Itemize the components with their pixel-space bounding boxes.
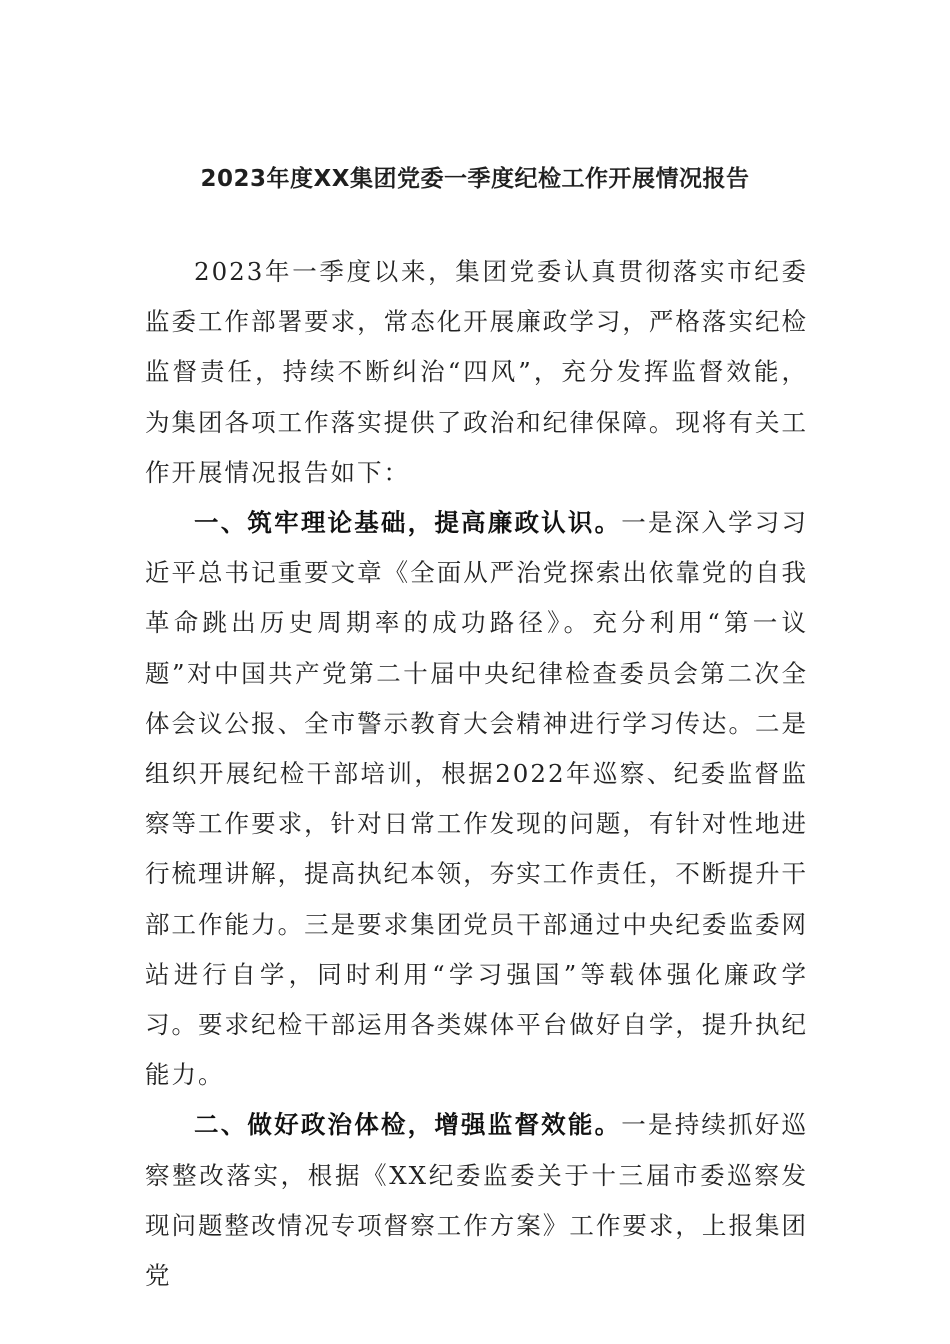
- document-title: 2023年度XX集团党委一季度纪检工作开展情况报告: [200, 166, 750, 192]
- section-2-paragraph: [145, 1100, 808, 1301]
- section-1-paragraph: [145, 498, 808, 1100]
- intro-paragraph-text: 2023年一季度以来，集团党委认真贯彻落实市纪委监委工作部署要求，常态化开展廉政学习，严格落实纪检监督责任，持续不断纠治“四风”，充分发挥监督效能，为集团各项工作落实提供了政治和纪律保障。现将有关工作开展情况报告如下：: [145, 257, 808, 487]
- document-body: [145, 247, 808, 1301]
- intro-paragraph: [145, 247, 808, 498]
- section-1-heading: 一、筑牢理论基础，提高廉政认识。: [194, 508, 622, 538]
- section-1-text: 一是深入学习习近平总书记重要文章《全面从严治党探索出依靠党的自我革命跳出历史周期率的成功路径》。充分利用“第一议题”对中国共产党第二十届中央纪律检查委员会第二次全体会议公报、全市警示教育大会精神进行学习传达。二是组织开展纪检干部培训，根据2022年巡察、纪委监督监察等工作要求，针对日常工作发现的问题，有针对性地进行梳理讲解，提高执纪本领，夯实工作责任，不断提升干部工作能力。三是要求集团党员干部通过中央纪委监委网站进行自学，同时利用“学习强国”等载体强化廉政学习。要求纪检干部运用各类媒体平台做好自学，提升执纪能力。: [145, 508, 809, 1090]
- section-2-heading: 二、做好政治体检，增强监督效能。: [194, 1110, 622, 1140]
- section-2-text: 一是持续抓好巡察整改落实，根据《XX纪委监委关于十三届市委巡察发现问题整改情况专项督察工作方案》工作要求，上报集团党: [145, 1110, 809, 1291]
